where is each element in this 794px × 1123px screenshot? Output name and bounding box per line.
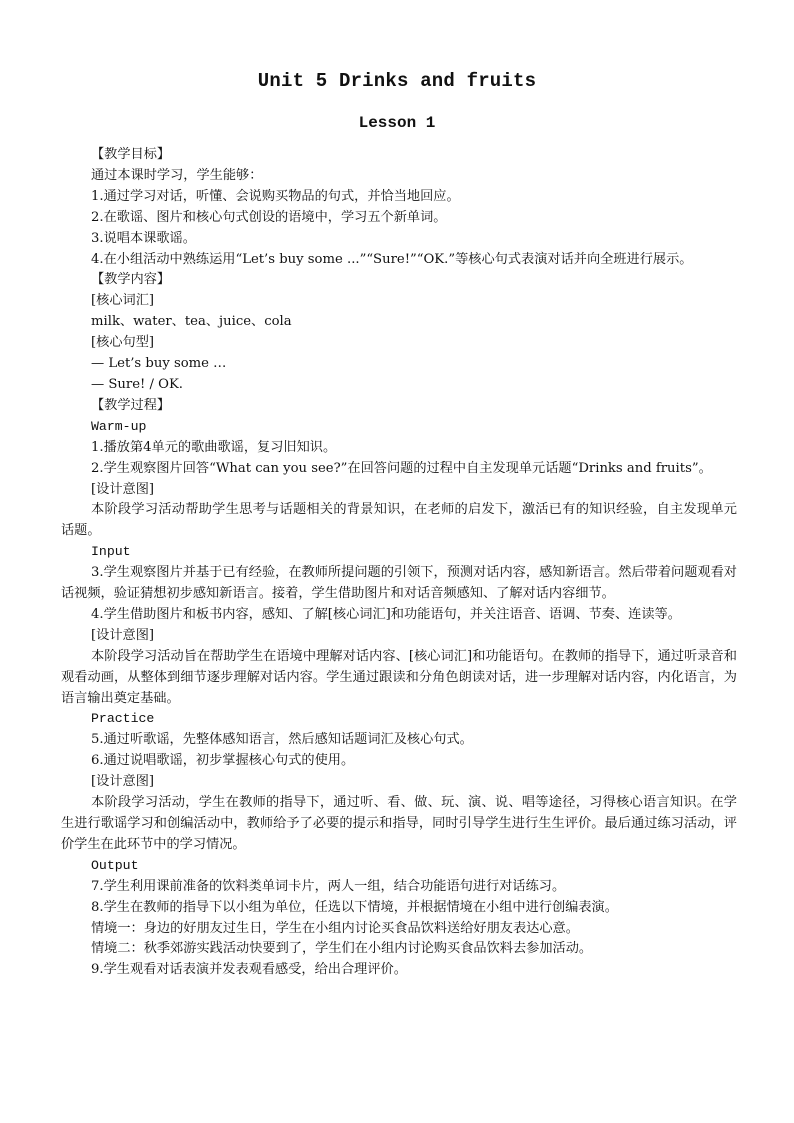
core-vocabulary-words: milk、water、tea、juice、cola: [91, 314, 292, 330]
step-6: 6.通过说唱歌谣，初步掌握核心句式的使用。: [91, 753, 355, 769]
design-intent-label-1: [设计意图]: [91, 481, 155, 497]
objective-2: 2.在歌谣、图片和核心句式创设的语境中，学习五个新单词。: [91, 209, 447, 225]
core-sentence-1: — Let’s buy some …: [91, 356, 227, 372]
design-intent-label-2: [设计意图]: [91, 627, 155, 643]
core-vocabulary-label: [核心词汇]: [91, 293, 155, 309]
step-7: 7.学生利用课前准备的饮料类单词卡片，两人一组，结合功能语句进行对话练习。: [91, 878, 566, 894]
design-intent-2: 本阶段学习活动旨在帮助学生在语境中理解对话内容、[核心词汇]和功能语句。在教师的指导下，通过听录音和观看动画，从整体到细节逐步理解对话内容。学生通过跟读和分角色朗读对话，进一步理解对话内容，内化语言，为语言输出奠定基础。: [61, 648, 737, 706]
step-4: 4.学生借助图片和板书内容，感知、了解[核心词汇]和功能语句，并关注语音、语调、节奏、连读等。: [91, 606, 681, 622]
scenario-1: 情境一：身边的好朋友过生日，学生在小组内讨论买食品饮料送给好朋友表达心意。: [91, 920, 579, 936]
design-intent-label-3: [设计意图]: [91, 774, 155, 790]
step-2: 2.学生观察图片回答“What can you see?”在回答问题的过程中自主发现单元话题“Drinks and fruits”。: [91, 460, 712, 476]
step-5: 5.通过听歌谣，先整体感知语言，然后感知话题词汇及核心句式。: [91, 732, 473, 748]
document-body: [61, 145, 737, 981]
objective-3: 3.说唱本课歌谣。: [91, 230, 196, 246]
stage-output: Output: [91, 857, 139, 873]
step-1: 1.播放第4单元的歌曲歌谣，复习旧知识。: [91, 439, 337, 455]
design-intent-1: 本阶段学习活动帮助学生思考与话题相关的背景知识，在老师的启发下，激活已有的知识经验，自主发现单元话题。: [61, 502, 737, 539]
step-3: 3.学生观察图片并基于已有经验，在教师所提问题的引领下，预测对话内容，感知新语言。然后带着问题观看对话视频，验证猜想初步感知新语言。接着，学生借助图片和对话音频感知、了解对话内容细节。: [61, 565, 737, 602]
step-9: 9.学生观看对话表演并发表观看感受，给出合理评价。: [91, 962, 407, 978]
objective-1: 1.通过学习对话，听懂、会说购买物品的句式，并恰当地回应。: [91, 188, 460, 204]
section-heading-objectives: 【教学目标】: [91, 147, 171, 162]
section-heading-content: 【教学内容】: [91, 272, 171, 288]
objective-4: 4.在小组活动中熟练运用“Let’s buy some ...”“Sure!”“OK.”等核心句式表演对话并向全班进行展示。: [91, 251, 693, 267]
objectives-intro: 通过本课时学习，学生能够：: [91, 167, 263, 183]
core-sentence-2: — Sure! / OK.: [91, 376, 183, 392]
step-8: 8.学生在教师的指导下以小组为单位，任选以下情境，并根据情境在小组中进行创编表演。: [91, 899, 618, 915]
stage-practice: Practice: [91, 711, 155, 727]
lesson-subtitle: Lesson 1: [358, 114, 436, 132]
document-title: Unit 5 Drinks and fruits: [257, 70, 537, 92]
scenario-2: 情境二：秋季郊游实践活动快要到了，学生们在小组内讨论购买食品饮料去参加活动。: [91, 941, 593, 957]
section-heading-process: 【教学过程】: [91, 397, 171, 413]
design-intent-3: 本阶段学习活动，学生在教师的指导下，通过听、看、做、玩、演、说、唱等途径，习得核心语言知识。在学生进行歌谣学习和创编活动中，教师给予了必要的提示和指导，同时引导学生进行生生评价。最后通过练习活动，评价学生在此环节中的学习情况。: [61, 795, 737, 852]
stage-input: Input: [91, 544, 131, 560]
core-sentences-label: [核心句型]: [91, 335, 155, 351]
stage-warm-up: Warm-up: [91, 418, 147, 434]
